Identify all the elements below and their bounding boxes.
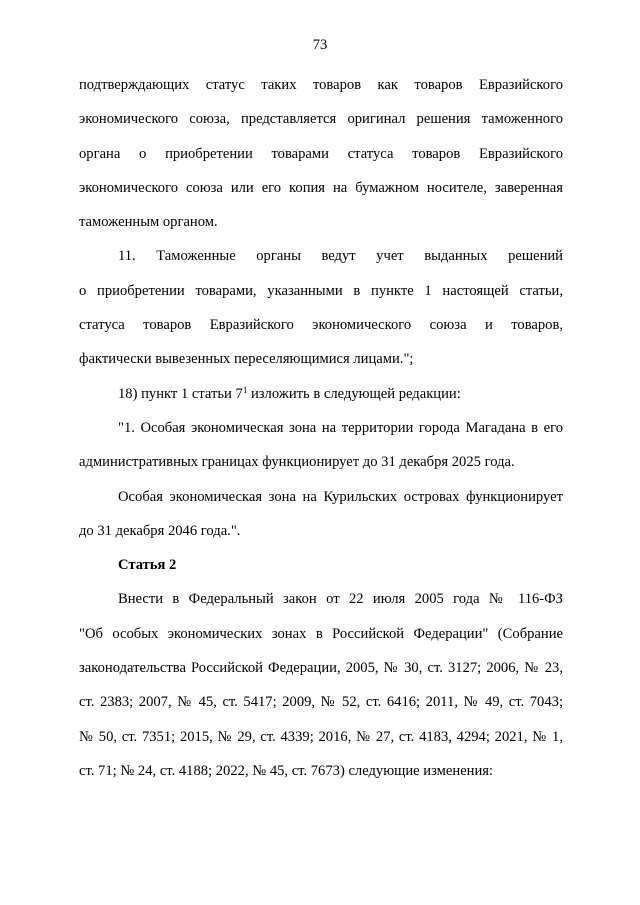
text-line: "Об особых экономических зонах в Российской Федерации" (Собрание	[79, 625, 563, 642]
text-line: до 31 декабря 2046 года.".	[79, 522, 241, 539]
text-line: подтверждающих статус таких товаров как товаров Евразийского	[79, 77, 563, 93]
text-line	[79, 381, 563, 415]
text-fragment: изложить в следующей редакции:	[247, 385, 461, 402]
document-body	[79, 72, 563, 792]
text-line: 11. Таможенные органы ведут учет выданных решений	[118, 248, 563, 265]
text-line: Особая экономическая зона на Курильских островах функционирует	[118, 488, 563, 505]
text-line: о приобретении товарами, указанными в пункте 1 настоящей статьи,	[79, 282, 563, 299]
text-line: ст. 2383; 2007, № 45, ст. 5417; 2009, № 52, ст. 6416; 2011, № 49, ст. 7043;	[79, 694, 563, 711]
text-line: Внести в Федеральный закон от 22 июля 2005 года № 116-ФЗ	[118, 591, 563, 608]
text-line: статуса товаров Евразийского экономического союза и товаров,	[79, 317, 563, 334]
text-line: органа о приобретении товарами статуса товаров Евразийского	[79, 145, 563, 162]
text-line: таможенным органом.	[79, 214, 218, 231]
article-heading: Статья 2	[118, 557, 177, 574]
page-number: 73	[312, 37, 328, 53]
text-line: № 50, ст. 7351; 2015, № 29, ст. 4339; 2016, № 27, ст. 4183, 4294; 2021, № 1,	[79, 728, 563, 745]
text-fragment: 18) пункт 1 статьи 7	[118, 385, 243, 402]
superscript: 1	[242, 384, 248, 395]
text-line: административных границах функционирует до 31 декабря 2025 года.	[79, 454, 515, 471]
text-line: "1. Особая экономическая зона на территории города Магадана в его	[118, 419, 563, 436]
text-line: фактически вывезенных переселяющимися лицами.";	[79, 351, 414, 368]
text-line: экономического союза или его копия на бумажном носителе, заверенная	[79, 179, 563, 196]
text-line: законодательства Российской Федерации, 2005, № 30, ст. 3127; 2006, № 23,	[79, 660, 563, 677]
text-line: экономического союза, представляется оригинал решения таможенного	[79, 111, 563, 128]
text-line: ст. 71; № 24, ст. 4188; 2022, № 45, ст. 7673) следующие изменения:	[79, 762, 494, 779]
